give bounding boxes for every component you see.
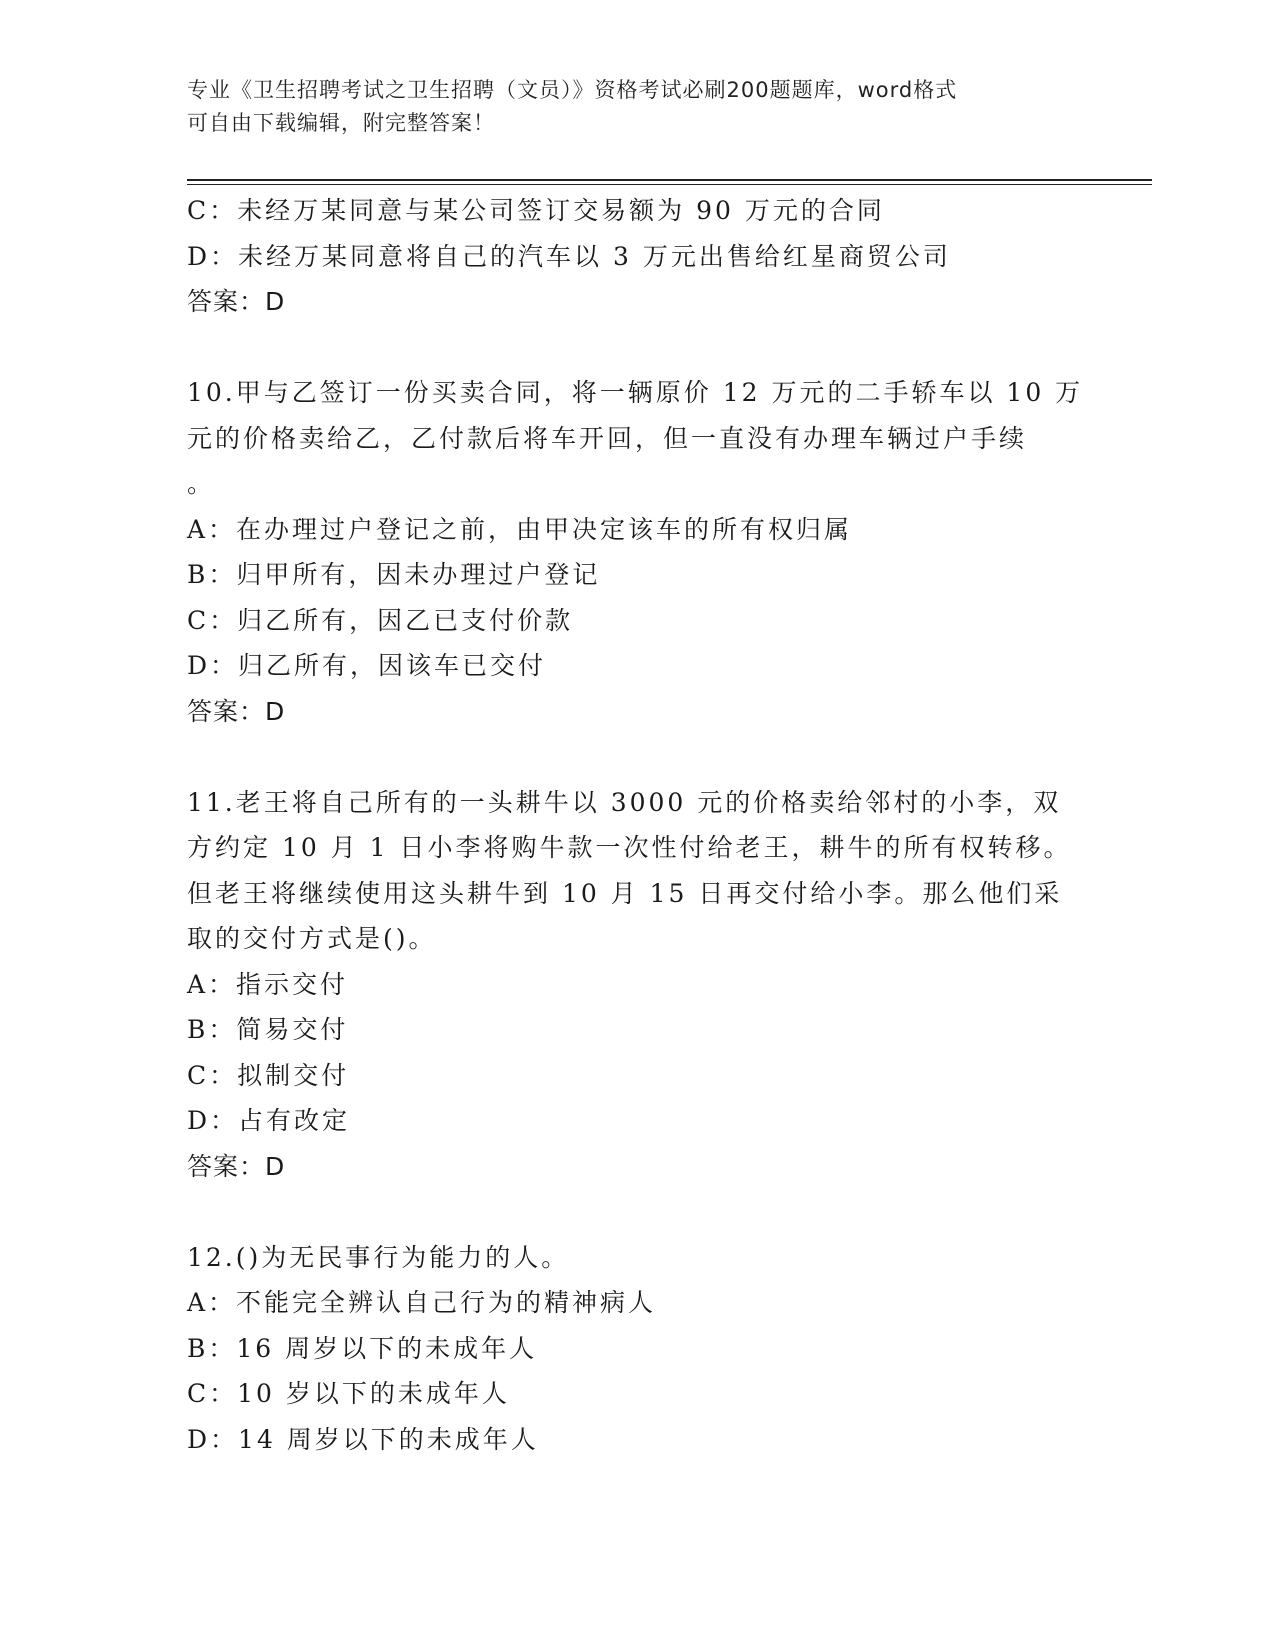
- option-d: D：归乙所有，因该车已交付: [187, 651, 547, 680]
- spacer: [187, 325, 1087, 371]
- option-d: D：未经万某同意将自己的汽车以 3 万元出售给红星商贸公司: [187, 241, 951, 271]
- question-stem: 。: [187, 469, 216, 498]
- option-a: A：在办理过户登记之前，由甲决定该车的所有权归属: [187, 514, 853, 544]
- question-stem: 元的价格卖给乙，乙付款后将车开回，但一直没有办理车辆过户手续: [187, 423, 1028, 453]
- spacer: [187, 734, 1087, 780]
- question-stem: 10.甲与乙签订一份买卖合同，将一辆原价 12 万元的二手轿车以 10 万: [187, 378, 1084, 407]
- option-a: A：不能完全辨认自己行为的精神病人: [187, 1288, 657, 1317]
- option-c: C：10 岁以下的未成年人: [187, 1379, 510, 1408]
- option-c: C：未经万某同意与某公司签订交易额为 90 万元的合同: [187, 196, 885, 225]
- question-12: [187, 1235, 1087, 1463]
- answer-line: 答案：D: [187, 1151, 286, 1181]
- option-d: D：14 周岁以下的未成年人: [187, 1424, 539, 1454]
- option-b: B：16 周岁以下的未成年人: [187, 1333, 538, 1363]
- header-line-2: 可自由下载编辑，附完整答案！: [187, 111, 495, 135]
- document-header: [187, 74, 1087, 140]
- question-stem: 但老王将继续使用这头耕牛到 10 月 15 日再交付给小李。那么他们采: [187, 878, 1063, 908]
- option-d: D：占有改定: [187, 1106, 351, 1135]
- spacer: [187, 1189, 1087, 1235]
- option-c: C：拟制交付: [187, 1060, 350, 1090]
- header-line-1: 专业《卫生招聘考试之卫生招聘（文员）》资格考试必刷200题题库，word格式: [187, 78, 958, 102]
- question-11: [187, 780, 1087, 1190]
- question-stem: 12.()为无民事行为能力的人。: [187, 1242, 570, 1272]
- option-c: C：归乙所有，因乙已支付价款: [187, 605, 574, 635]
- option-b: B：简易交付: [187, 1015, 349, 1044]
- question-10: [187, 370, 1087, 734]
- option-b: B：归甲所有，因未办理过户登记: [187, 560, 601, 589]
- answer-line: 答案：D: [187, 696, 286, 726]
- question-stem: 方约定 10 月 1 日小李将购牛款一次性付给老王，耕牛的所有权转移。: [187, 833, 1072, 862]
- document-body: [187, 188, 1087, 1462]
- question-stem: 取的交付方式是()。: [187, 924, 437, 953]
- header-divider-thick: [187, 179, 1152, 181]
- header-divider-thin: [187, 184, 1152, 185]
- option-a: A：指示交付: [187, 969, 349, 999]
- answer-line: 答案：D: [187, 287, 286, 316]
- question-stem: 11.老王将自己所有的一头耕牛以 3000 元的价格卖给邻村的小李，双: [187, 787, 1062, 817]
- question-9-tail: [187, 188, 1087, 325]
